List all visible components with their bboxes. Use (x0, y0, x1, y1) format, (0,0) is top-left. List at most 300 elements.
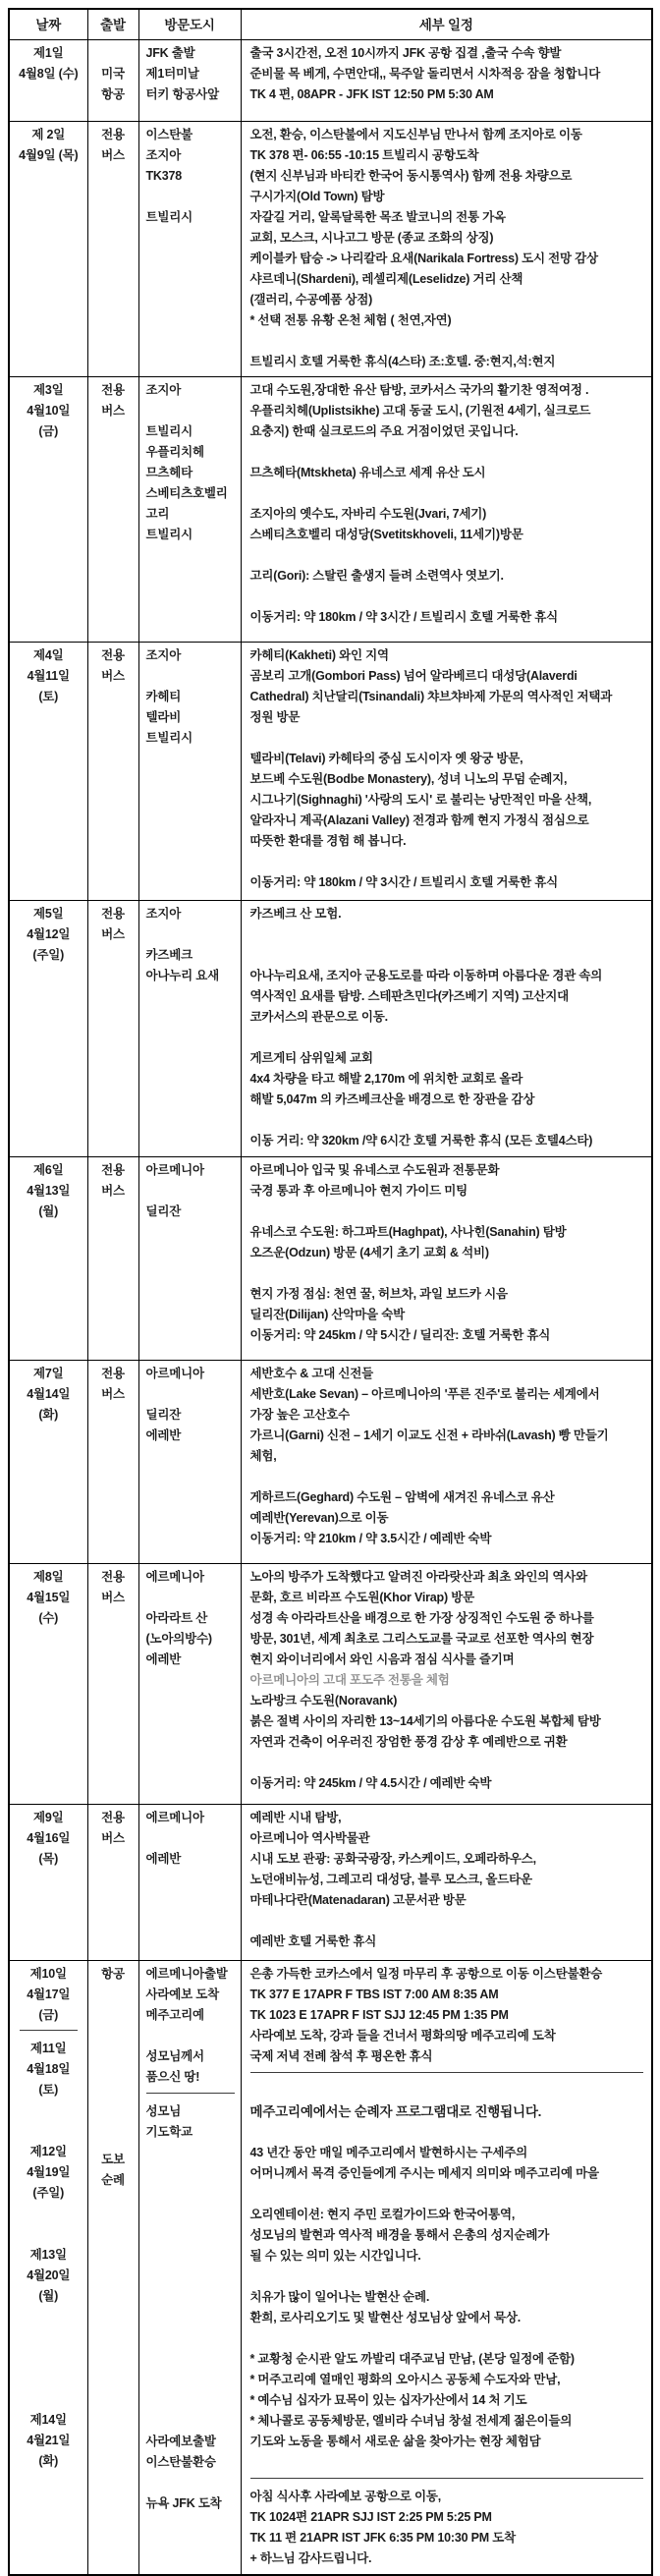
cell-line: 출국 3시간전, 오전 10시까지 JFK 공항 집결 ,출국 수속 향발 (249, 46, 562, 60)
cell-line: 4월13일 (27, 1184, 71, 1198)
cell-line (14, 2204, 83, 2224)
cell-line: 조지아 (145, 383, 182, 397)
cell-line: 이동거리: 약 180km / 약 3시간 / 트빌리시 호텔 거룩한 휴식 (249, 610, 559, 624)
cell-line: (금) (38, 424, 59, 438)
date-cell (9, 40, 87, 122)
cell-line: 카헤티(Kakheti) 와인 지역 (249, 648, 389, 662)
cell-line: 보드베 수도원(Bodbe Monastery), 성녀 니노의 무덤 순례지, (249, 772, 568, 786)
cell-line: 성경 속 아라라트산을 배경으로 한 가장 상징적인 수도원 중 하나를 (249, 1611, 594, 1625)
departure-cell (87, 1961, 138, 2576)
cell-line: 성모님의 발현과 역사적 배경을 통해서 은총의 성지순례가 (249, 2228, 550, 2242)
cell-line: 에레반 (145, 1428, 182, 1442)
cities-cell (138, 1961, 241, 2576)
cell-line: Cathedral) 치난달리(Tsinandali) 챠브챠바제 가문의 역사적인 저택과 (249, 690, 613, 703)
table-row (9, 1564, 652, 1805)
details-cell (241, 1805, 652, 1961)
cell-line (146, 2143, 237, 2163)
table-row (9, 1157, 652, 1361)
cell-line (146, 2205, 237, 2225)
cell-line: 세반호수 & 고대 신전들 (249, 1367, 374, 1380)
cell-line: 치유가 많이 일어나는 발현산 순례. (249, 2290, 430, 2304)
cell-line: 조지아 (145, 648, 182, 662)
section-divider (250, 2070, 644, 2073)
details-cell (241, 901, 652, 1157)
cell-line: 텔라비 (145, 710, 182, 724)
cell-line: 고리 (145, 507, 170, 521)
cell-line (250, 728, 646, 749)
cell-line (250, 2328, 646, 2349)
table-row (9, 40, 652, 122)
cell-line: * 선택 전통 유황 온천 체험 ( 천연,자연) (249, 313, 452, 327)
details-cell (241, 40, 652, 122)
cell-line: 오리엔테이션: 현지 주민 로컬가이드와 한국어통역, (249, 2208, 516, 2221)
cell-line: 트빌리시 (145, 210, 193, 224)
cell-line: 에르메니아 (145, 1811, 204, 1824)
cell-line: 아르메니아 (145, 1163, 204, 1177)
cell-line: 4월17일 (27, 1988, 71, 2001)
cell-line: 4x4 차량을 타고 해발 2,170m 에 위치한 교회로 올라 (249, 1072, 523, 1086)
section-divider (146, 2091, 235, 2094)
cell-line: 사라예보출발 (145, 2435, 216, 2448)
cell-line (92, 2088, 135, 2108)
cell-line: 구시가지(Old Town) 탐방 (249, 190, 385, 203)
cell-line: 메주고리예 (145, 2008, 204, 2022)
cell-line: 4월21일 (27, 2434, 71, 2447)
cell-line: (월) (38, 1204, 59, 1218)
departure-cell (87, 1157, 138, 1361)
header-departure: 출발 (87, 9, 138, 40)
cell-line: 4월11일 (27, 669, 70, 683)
cell-line (146, 1828, 237, 1849)
cell-line (146, 2267, 237, 2287)
cell-line: 에르메니아 (145, 1570, 204, 1584)
cell-line: 버스 (101, 927, 125, 941)
date-cell (9, 1157, 87, 1361)
cell-line: 전용 (101, 648, 125, 662)
cell-line: TK 1024편 21APR SJJ IST 2:25 PM 5:25 PM (249, 2510, 492, 2524)
cell-line: 교회, 모스크, 시나고그 방문 (종교 조화의 상징) (249, 231, 494, 245)
cell-line: (토) (38, 690, 59, 703)
cell-line: 트빌리시 호텔 거룩한 휴식(4스타) 조:호텔. 중:현지,석:현지 (249, 355, 556, 368)
cell-line (146, 666, 237, 687)
cell-line: 카즈베크 (145, 948, 193, 962)
cell-line (250, 331, 646, 352)
cell-line: TK 1023 E 17APR F IST SJJ 12:45 PM 1:35 PM (249, 2008, 509, 2022)
cell-line: 전용 (101, 1570, 125, 1584)
section-divider (20, 2028, 78, 2031)
header-cities: 방문도시 (138, 9, 241, 40)
cell-line (250, 2452, 646, 2473)
cell-line: 아나누리 요새 (145, 969, 220, 982)
cell-line: 제8일 (32, 1570, 64, 1584)
departure-cell (87, 1361, 138, 1564)
cell-line (250, 2122, 646, 2143)
cell-line (146, 2370, 237, 2390)
cell-line: 트빌리시 (145, 528, 193, 541)
departure-cell (87, 901, 138, 1157)
table-row (9, 1361, 652, 1564)
cell-line: 역사적인 요새를 탐방. 스테판츠민다(카즈베기 지역) 고산지대 (249, 989, 569, 1003)
cell-line: 방문, 301년, 세계 최초로 그리스도교를 국교로 선포한 역사의 현장 (249, 1632, 594, 1646)
cell-line: 될 수 있는 의미 있는 시간입니다. (249, 2249, 421, 2263)
cities-cell (138, 643, 241, 901)
cell-line: 아르메니아 역사박물관 (249, 1831, 370, 1845)
cell-line: 트빌리시 (145, 731, 193, 745)
cell-line: 버스 (101, 1591, 125, 1604)
cell-line: 노아의 방주가 도착했다고 알려진 아라랏산과 최초 와인의 역사와 (249, 1570, 588, 1584)
cell-line: 미국 (101, 67, 125, 81)
cell-line (146, 1384, 237, 1405)
cell-line: 4월12일 (27, 927, 71, 941)
cities-cell (138, 1361, 241, 1564)
cell-line: 에르메니아출발 (145, 1967, 228, 1981)
cell-line (146, 1181, 237, 1202)
cell-line: 해발 5,047m 의 카즈베크산을 배경으로 한 장관을 감상 (249, 1092, 535, 1106)
cell-line: 체험, (249, 1449, 277, 1463)
cell-line: (금) (38, 2008, 59, 2022)
cell-line: 기도학교 (145, 2125, 193, 2139)
cell-line: 노라방크 수도원(Noravank) (249, 1694, 398, 1708)
cell-line: JFK 출발 (145, 46, 195, 60)
cell-line: 우플리치헤 (145, 445, 204, 459)
cell-line: * 교황청 순시관 알도 까발리 대주교님 만남, (본당 일정에 준함) (249, 2352, 575, 2366)
cell-line: 메주고리예에서는 순례자 프로그램대로 진행됩니다. (249, 2104, 542, 2119)
itinerary-table (8, 8, 653, 2576)
cell-line: 유네스코 수도원: 하그파트(Haghpat), 사나힌(Sanahin) 탐방 (249, 1225, 567, 1239)
cell-line: 자연과 건축이 어우러진 장엄한 풍경 감상 후 예레반으로 귀환 (249, 1735, 568, 1749)
cell-line: 버스 (101, 148, 125, 162)
cell-line: 므츠헤타 (145, 466, 193, 479)
cell-line: 이스탄불환승 (145, 2455, 216, 2469)
cell-line (146, 2349, 237, 2370)
cell-line: 전용 (101, 1367, 125, 1380)
cell-line: 사라예보 도착 (145, 1988, 220, 2001)
cell-line: 텔라비(Telavi) 카헤타의 중심 도시이자 옛 왕궁 방문, (249, 752, 523, 765)
cell-line: 4월8일 (수) (19, 67, 79, 81)
cell-line: 국제 저녁 전례 참석 후 평온한 휴식 (249, 2049, 433, 2063)
cell-line (146, 401, 237, 421)
cell-line: 에레반 (145, 1652, 182, 1666)
cell-line (146, 1588, 237, 1608)
cell-line: 버스 (101, 1831, 125, 1845)
cell-line: 버스 (101, 404, 125, 418)
cell-line: 전용 (101, 1163, 125, 1177)
cell-line: 아나누리요새, 조지아 군용도로를 따라 이동하며 아름다운 경관 속의 (249, 969, 603, 982)
cell-line (14, 2100, 83, 2121)
cell-line: 준비물 목 베게, 수면안대,, 묵주알 돌리면서 시차적응 잠을 청합니다 (249, 67, 601, 81)
cell-line: 버스 (101, 1387, 125, 1401)
cell-line: (현지 신부님과 바티칸 한국어 동시통역사) 함께 전용 차량으로 (249, 169, 573, 183)
cell-line: 4월9일 (목) (19, 148, 79, 162)
cell-line: 가르니(Garni) 신전 – 1세기 이교도 신전 + 라바쉬(Lavash) 빵 만들기 (249, 1428, 609, 1442)
cell-line: 성모님 (145, 2104, 182, 2118)
cell-line (250, 483, 646, 504)
cell-line: 딜리잔 (145, 1204, 182, 1218)
departure-cell (87, 1805, 138, 1961)
cell-line: 조지아 (145, 907, 182, 921)
date-cell (9, 1564, 87, 1805)
cell-line: 버스 (101, 669, 125, 683)
cell-line: 아라라트 산 (145, 1611, 208, 1625)
cell-line (92, 2067, 135, 2088)
cell-line: 스베티츠호벨리 대성당(Svetitskhoveli, 11세기)방문 (249, 528, 523, 541)
cell-line: 전용 (101, 383, 125, 397)
cell-line: 자갈길 거리, 알록달록한 목조 발코니의 전통 가옥 (249, 210, 506, 224)
cell-line: 순례 (101, 2173, 125, 2187)
details-cell (241, 1157, 652, 1361)
cell-line (250, 2081, 646, 2101)
cell-line: 예레반 시내 탐방, (249, 1811, 342, 1824)
cell-line: 고대 수도원,장대한 유산 탐방, 코카서스 국가의 활기찬 영적여정 . (249, 383, 589, 397)
cell-line (250, 852, 646, 872)
cell-line (14, 2348, 83, 2369)
cities-cell (138, 377, 241, 643)
details-cell (241, 122, 652, 377)
cities-cell (138, 1564, 241, 1805)
cell-line: 트빌리시 (145, 424, 193, 438)
cell-line (250, 945, 646, 966)
cell-line: 은총 가득한 코카스에서 일정 마무리 후 공항으로 이동 이스탄불환승 (249, 1967, 603, 1981)
cell-line: 제9일 (32, 1811, 64, 1824)
header-date: 날짜 (9, 9, 87, 40)
cell-line (146, 2328, 237, 2349)
cell-line: 딜리잔 (145, 1408, 182, 1422)
cell-line (146, 2163, 237, 2184)
cell-line: (주일) (32, 2186, 65, 2200)
cell-line: (목) (38, 1852, 59, 1866)
header-row (9, 9, 652, 40)
cell-line: 므츠헤타(Mtskheta) 유네스코 세계 유산 도시 (249, 466, 486, 479)
table-row (9, 643, 652, 901)
cell-line (250, 1263, 646, 1284)
cell-line: 에레반 (145, 1852, 182, 1866)
cities-cell (138, 901, 241, 1157)
details-cell (241, 377, 652, 643)
departure-cell (87, 122, 138, 377)
cell-line: 게하르드(Geghard) 수도원 – 암벽에 새겨진 유네스코 유산 (249, 1490, 555, 1504)
cell-line (250, 1110, 646, 1131)
cell-line: 뉴욕 JFK 도착 (145, 2496, 222, 2510)
cell-line (250, 1467, 646, 1487)
cell-line: 곰보리 고개(Gombori Pass) 넘어 알라베르디 대성당(Alaverdi (249, 669, 578, 683)
cell-line: 카즈베크 산 모험. (249, 907, 342, 921)
date-cell (9, 901, 87, 1157)
table-row (9, 1961, 652, 2576)
details-cell (241, 1961, 652, 2576)
cell-line: TK 378 편- 06:55 -10:15 트빌리시 공항도착 (249, 148, 479, 162)
cities-cell (138, 1157, 241, 1361)
cell-line: 제1터미날 (145, 67, 199, 81)
cell-line: 전용 (101, 128, 125, 141)
cell-line (250, 2184, 646, 2205)
cell-line (92, 1985, 135, 2005)
cell-line: 아르메니아의 고대 포도주 전통을 체험 (249, 1673, 450, 1687)
cell-line: 제1일 (32, 46, 64, 60)
cell-line: 스베티츠호벨리 (145, 486, 228, 500)
cell-line: 아침 식사후 사라예보 공항으로 이동, (249, 2490, 441, 2503)
cell-line: 제10일 (29, 1967, 67, 1981)
cell-line: 제 2일 (31, 128, 66, 141)
cell-line: + 하느님 감사드립니다. (249, 2551, 372, 2565)
cell-line: 우플리치헤(Uplistsikhe) 고대 동굴 도시, (기원전 4세기, 실크로드 (249, 404, 591, 418)
date-cell (9, 377, 87, 643)
cell-line: 시그나기(Sighnaghi) '사랑의 도시' 로 불리는 낭만적인 마을 산책, (249, 793, 592, 807)
cell-line: 알라자니 계곡(Alazani Valley) 전경과 함께 현지 가정식 점심으로 (249, 813, 589, 827)
cell-line (146, 2308, 237, 2328)
cell-line (146, 187, 237, 207)
cell-line (14, 2307, 83, 2327)
cell-line (146, 2026, 237, 2046)
cell-line: 제7일 (32, 1367, 64, 1380)
cell-line: 요충지) 한때 실크로드의 주요 거점이었던 곳입니다. (249, 424, 519, 438)
cell-line: * 머주고리예 열매인 평화의 오아시스 공동체 수도자와 만남, (249, 2373, 561, 2386)
cell-line: 오즈운(Odzun) 방문 (4세기 초기 교회 & 석비) (249, 1246, 489, 1260)
cell-line (92, 2108, 135, 2129)
header-details: 세부 일정 (241, 9, 652, 40)
cell-line: 전용 (101, 907, 125, 921)
cell-line (250, 924, 646, 945)
cell-line (146, 2225, 237, 2246)
cell-line: 시내 도보 관광: 공화국광장, 카스케이드, 오페라하우스, (249, 1852, 536, 1866)
cell-line: 제14일 (29, 2413, 67, 2427)
cell-line: 제13일 (29, 2248, 67, 2262)
cell-line: 4월10일 (27, 404, 71, 418)
cell-line: TK 11 편 21APR IST JFK 6:35 PM 10:30 PM 도착 (249, 2531, 516, 2545)
cell-line (250, 442, 646, 463)
cell-line (250, 587, 646, 607)
cell-line: 제6일 (32, 1163, 64, 1177)
cell-line: 도보 (101, 2153, 125, 2166)
cell-line (250, 2267, 646, 2287)
cell-line: 성모님께서 (145, 2049, 204, 2063)
cell-line: 케이블카 탑승 -> 나리칼라 요새(Narikala Fortress) 도시 전망 감상 (249, 252, 598, 265)
date-cell (9, 122, 87, 377)
cell-line: (토) (38, 2083, 59, 2097)
departure-cell (87, 377, 138, 643)
cell-line (146, 924, 237, 945)
section-divider (250, 2476, 644, 2479)
cities-cell (138, 122, 241, 377)
cell-line: 품으신 땅! (145, 2070, 200, 2084)
cell-line: 코카서스의 관문으로 이동. (249, 1010, 388, 1024)
details-cell (241, 643, 652, 901)
cell-line: 43 년간 동안 매일 메주고리예서 발현하시는 구세주의 (249, 2146, 528, 2159)
cell-line: 게르게티 삼위일체 교회 (249, 1051, 373, 1065)
cell-line (14, 2224, 83, 2245)
cell-line: 샤르데니(Shardeni), 레셀리제(Leselidze) 거리 산책 (249, 272, 523, 286)
cell-line (92, 2005, 135, 2026)
cell-line: 이스탄불 (145, 128, 193, 141)
cell-line: 제3일 (32, 383, 64, 397)
cell-line: 항공 (101, 1967, 125, 1981)
departure-cell (87, 40, 138, 122)
cell-line: 환희, 로사리오기도 및 발현산 성모님상 앞에서 묵상. (249, 2311, 522, 2324)
cell-line: 고리(Gori): 스탈린 출생지 들려 소련역사 엿보기. (249, 569, 504, 583)
cell-line: 4월20일 (27, 2268, 71, 2282)
cell-line: 이동 거리: 약 320km /약 6시간 호텔 거룩한 휴식 (모든 호텔4스타) (249, 1134, 593, 1148)
cell-line: 현지 가정 점심: 천연 꿀, 허브차, 과일 보드카 시음 (249, 1287, 508, 1301)
cell-line (146, 2473, 237, 2493)
cell-line: (수) (38, 1611, 59, 1625)
table-row (9, 901, 652, 1157)
cell-line (250, 1028, 646, 1048)
cell-line: 제4일 (32, 648, 64, 662)
cell-line: 마테나다란(Matenadaran) 고문서관 방문 (249, 1893, 467, 1907)
cell-line: 제11일 (29, 2042, 67, 2055)
details-cell (241, 1564, 652, 1805)
cell-line (92, 2026, 135, 2046)
cell-line (250, 1202, 646, 1222)
cell-line: * 체나콜로 공동체방문, 엘비라 수녀님 창설 전세계 젊은이들의 (249, 2414, 573, 2428)
cell-line (146, 2390, 237, 2411)
cell-line: TK378 (145, 169, 183, 183)
cell-line: 제5일 (32, 907, 64, 921)
cell-line: 사라예보 도착, 강과 들을 건너서 평화의땅 메주고리예 도착 (249, 2029, 556, 2043)
cell-line: 어머니께서 목격 증인들에게 주시는 메세지 의미와 메주고리예 마을 (249, 2166, 599, 2180)
cell-line: 제12일 (29, 2145, 67, 2158)
cell-line (14, 2327, 83, 2348)
cell-line: 이동거리: 약 245km / 약 5시간 / 딜리잔: 호텔 거룩한 휴식 (249, 1328, 551, 1342)
cell-line: 오전, 환승, 이스탄불에서 지도신부님 만나서 함께 조지아로 이동 (249, 128, 582, 141)
cell-line: TK 377 E 17APR F TBS IST 7:00 AM 8:35 AM (249, 1988, 499, 2001)
cell-line: 4월16일 (27, 1831, 71, 1845)
cell-line: 이동거리: 약 210km / 약 3.5시간 / 예레반 숙박 (249, 1532, 492, 1545)
cell-line: 문화, 호르 비라프 수도원(Khor Virap) 방문 (249, 1591, 474, 1604)
cell-line: 4월18일 (27, 2062, 71, 2076)
cell-line: 노던애비뉴성, 그레고리 대성당, 블루 모스크, 올드타운 (249, 1873, 532, 1886)
cell-line: 이동거리: 약 245km / 약 4.5시간 / 예레반 숙박 (249, 1776, 492, 1790)
table-row (9, 122, 652, 377)
cell-line: (주일) (32, 948, 65, 962)
table-header (9, 9, 652, 40)
cell-line (14, 2121, 83, 2142)
cell-line: 아르메니아 (145, 1367, 204, 1380)
cell-line: TK 4 편, 08APR - JFK IST 12:50 PM 5:30 AM (249, 87, 494, 101)
cell-line: 따뜻한 환대를 경험 해 봅니다. (249, 834, 407, 848)
cell-line (92, 2129, 135, 2150)
cell-line: 4월14일 (27, 1387, 71, 1401)
cell-line: * 예수님 십자가 묘목이 있는 십자가산에서 14 처 기도 (249, 2393, 527, 2407)
table-body (9, 40, 652, 2576)
cell-line (146, 2184, 237, 2205)
date-cell (9, 1805, 87, 1961)
cell-line: 기도와 노동을 통해서 새로운 삶을 찾아가는 현장 체험담 (249, 2435, 541, 2448)
cities-cell (138, 40, 241, 122)
cell-line: (화) (38, 1408, 59, 1422)
date-cell (9, 1361, 87, 1564)
details-cell (241, 1361, 652, 1564)
date-cell (9, 643, 87, 901)
cell-line (250, 545, 646, 566)
cell-line: 항공 (101, 87, 125, 101)
cell-line: 예레반(Yerevan)으로 이동 (249, 1511, 389, 1525)
date-cell (9, 1961, 87, 2576)
cell-line: (노아의방수) (145, 1632, 212, 1646)
cell-line: 전용 (101, 1811, 125, 1824)
cell-line (92, 43, 135, 64)
departure-cell (87, 643, 138, 901)
cell-line: (화) (38, 2454, 59, 2468)
cell-line: 현지 와이너리에서 와인 시음과 점심 식사를 즐기며 (249, 1652, 515, 1666)
cell-line (14, 2389, 83, 2410)
cell-line (92, 2046, 135, 2067)
table-row (9, 1805, 652, 1961)
cell-line: 가장 높은 고산호수 (249, 1408, 351, 1422)
cell-line (146, 2287, 237, 2308)
cell-line: 조지아 (145, 148, 182, 162)
cell-line: 정원 방문 (249, 710, 301, 724)
cell-line: 세반호(Lake Sevan) – 아르메니아의 '푸른 진주'로 불리는 세계에서 (249, 1387, 600, 1401)
